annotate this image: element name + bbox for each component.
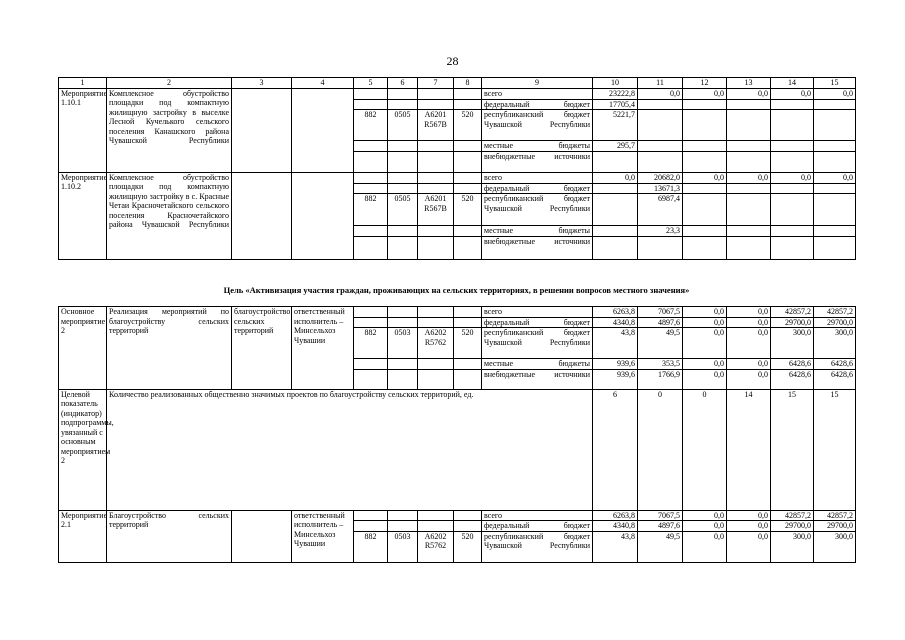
- code-cell-empty: [454, 317, 482, 328]
- amount-cell: 42857,2: [771, 510, 814, 521]
- indicator-value: 0: [638, 389, 683, 510]
- amount-cell: 295,7: [593, 141, 638, 152]
- amount-cell: 0,0: [727, 521, 771, 532]
- amount-cell: 6428,6: [814, 359, 856, 370]
- code-cell-empty: [454, 521, 482, 532]
- amount-cell: 939,6: [593, 369, 638, 389]
- table-row: [59, 510, 856, 521]
- amount-cell: 20682,0: [638, 172, 683, 183]
- target-article-code: А6201 R567В: [418, 110, 454, 141]
- amount-cell: 0,0: [727, 359, 771, 370]
- funding-source: федеральный бюджет: [482, 317, 593, 328]
- expected-result: [232, 88, 292, 172]
- code-cell-empty: [388, 236, 418, 259]
- amount-cell: [683, 99, 727, 110]
- code-cell-empty: [354, 88, 388, 99]
- grbs-code: 882: [354, 110, 388, 141]
- amount-cell: [593, 226, 638, 237]
- amount-cell: [771, 110, 814, 141]
- amount-cell: [771, 226, 814, 237]
- amount-cell: [814, 194, 856, 226]
- activity-description: Реализация мероприятий по благоустройству сельских территорий: [107, 307, 232, 390]
- code-cell-empty: [354, 226, 388, 237]
- amount-cell: [814, 226, 856, 237]
- indicator-label: Целевой показатель (индикатор) подпрограммы, увязанный с основным мероприятием 2: [59, 389, 107, 510]
- code-cell-empty: [388, 359, 418, 370]
- amount-cell: 23,3: [638, 226, 683, 237]
- amount-cell: [727, 194, 771, 226]
- code-cell-empty: [354, 359, 388, 370]
- expense-type-code: 520: [454, 110, 482, 141]
- amount-cell: 0,0: [727, 328, 771, 359]
- funding-source: местные бюджеты: [482, 141, 593, 152]
- amount-cell: [771, 236, 814, 259]
- amount-cell: [727, 110, 771, 141]
- amount-cell: [814, 110, 856, 141]
- code-cell-empty: [388, 317, 418, 328]
- amount-cell: 4340,8: [593, 317, 638, 328]
- amount-cell: 29700,0: [771, 521, 814, 532]
- table-row: [59, 88, 856, 99]
- executor: ответственный исполнитель – Минсельхоз Чувашии: [292, 307, 354, 390]
- amount-cell: [683, 194, 727, 226]
- column-number: 6: [388, 78, 418, 89]
- funding-source: республиканский бюджет Чувашской Республики: [482, 110, 593, 141]
- code-cell-empty: [388, 521, 418, 532]
- amount-cell: 0,0: [771, 172, 814, 183]
- amount-cell: 42857,2: [771, 307, 814, 318]
- page-number: 28: [446, 54, 459, 68]
- amount-cell: 29700,0: [771, 317, 814, 328]
- code-cell-empty: [454, 183, 482, 194]
- amount-cell: 0,0: [683, 88, 727, 99]
- amount-cell: 0,0: [638, 88, 683, 99]
- amount-cell: 42857,2: [814, 307, 856, 318]
- code-cell-empty: [418, 317, 454, 328]
- amount-cell: 17705,4: [593, 99, 638, 110]
- amount-cell: [814, 151, 856, 172]
- code-cell-empty: [388, 99, 418, 110]
- amount-cell: [638, 151, 683, 172]
- code-cell-empty: [418, 172, 454, 183]
- code-cell-empty: [354, 369, 388, 389]
- amount-cell: 4340,8: [593, 521, 638, 532]
- amount-cell: 353,5: [638, 359, 683, 370]
- amount-cell: 0,0: [683, 317, 727, 328]
- code-cell-empty: [454, 236, 482, 259]
- amount-cell: 0,0: [727, 88, 771, 99]
- activity-description: Благоустройство сельских территорий: [107, 510, 232, 562]
- indicator-row: [59, 389, 856, 510]
- code-cell-empty: [454, 151, 482, 172]
- amount-cell: 0,0: [727, 172, 771, 183]
- code-cell-empty: [418, 151, 454, 172]
- amount-cell: [593, 151, 638, 172]
- column-number: 11: [638, 78, 683, 89]
- indicator-value: 6: [593, 389, 638, 510]
- code-cell-empty: [388, 226, 418, 237]
- funding-source: республиканский бюджет Чувашской Республики: [482, 328, 593, 359]
- amount-cell: [771, 99, 814, 110]
- code-cell-empty: [354, 521, 388, 532]
- amount-cell: [814, 99, 856, 110]
- column-number: 2: [107, 78, 232, 89]
- activity-label: Мероприятие 2.1: [59, 510, 107, 562]
- activity-description: Комплексное обустройство площадки под компактную жилищную застройку в с. Красные Четаи Красночетайского сельского поселения Красночетайского района Чувашской Республики: [107, 172, 232, 259]
- amount-cell: [727, 141, 771, 152]
- amount-cell: 0,0: [727, 307, 771, 318]
- amount-cell: [814, 236, 856, 259]
- amount-cell: 0,0: [683, 521, 727, 532]
- funding-source: местные бюджеты: [482, 226, 593, 237]
- amount-cell: [771, 141, 814, 152]
- program-table-part-1: [58, 77, 856, 260]
- code-cell-empty: [418, 359, 454, 370]
- target-article-code: А6201 R567В: [418, 194, 454, 226]
- amount-cell: 300,0: [771, 328, 814, 359]
- amount-cell: 43,8: [593, 328, 638, 359]
- code-cell-empty: [418, 521, 454, 532]
- funding-source: федеральный бюджет: [482, 99, 593, 110]
- amount-cell: 6987,4: [638, 194, 683, 226]
- amount-cell: [727, 99, 771, 110]
- code-cell-empty: [454, 172, 482, 183]
- amount-cell: 43,8: [593, 531, 638, 562]
- indicator-value: 15: [814, 389, 856, 510]
- table-row: [59, 172, 856, 183]
- funding-source: федеральный бюджет: [482, 183, 593, 194]
- funding-source: всего: [482, 307, 593, 318]
- amount-cell: 6263,8: [593, 307, 638, 318]
- funding-source: федеральный бюджет: [482, 521, 593, 532]
- funding-source: республиканский бюджет Чувашской Республики: [482, 194, 593, 226]
- amount-cell: [727, 236, 771, 259]
- amount-cell: 49,5: [638, 531, 683, 562]
- amount-cell: 300,0: [814, 328, 856, 359]
- column-number: 9: [482, 78, 593, 89]
- code-cell-empty: [354, 510, 388, 521]
- amount-cell: 939,6: [593, 359, 638, 370]
- amount-cell: 42857,2: [814, 510, 856, 521]
- amount-cell: 6263,8: [593, 510, 638, 521]
- target-article-code: А6202 R5762: [418, 531, 454, 562]
- code-cell-empty: [418, 183, 454, 194]
- indicator-value: 0: [683, 389, 727, 510]
- amount-cell: [593, 183, 638, 194]
- funding-source: внебюджетные источники: [482, 151, 593, 172]
- funding-source: внебюджетные источники: [482, 369, 593, 389]
- amount-cell: 0,0: [683, 369, 727, 389]
- expense-type-code: 520: [454, 531, 482, 562]
- indicator-value: 14: [727, 389, 771, 510]
- column-number: 5: [354, 78, 388, 89]
- expected-result: [232, 172, 292, 259]
- column-number: 8: [454, 78, 482, 89]
- executor: ответственный исполнитель – Минсельхоз Чувашии: [292, 510, 354, 562]
- amount-cell: [814, 141, 856, 152]
- code-cell-empty: [454, 226, 482, 237]
- amount-cell: 0,0: [727, 531, 771, 562]
- funding-source: всего: [482, 510, 593, 521]
- amount-cell: 0,0: [683, 510, 727, 521]
- amount-cell: [727, 183, 771, 194]
- amount-cell: 0,0: [814, 172, 856, 183]
- executor: [292, 88, 354, 172]
- amount-cell: 23222,8: [593, 88, 638, 99]
- amount-cell: 0,0: [683, 328, 727, 359]
- code-cell-empty: [454, 359, 482, 370]
- column-number: 3: [232, 78, 292, 89]
- amount-cell: [638, 110, 683, 141]
- amount-cell: 4897,6: [638, 317, 683, 328]
- amount-cell: 0,0: [727, 510, 771, 521]
- code-cell-empty: [454, 369, 482, 389]
- code-cell-empty: [388, 141, 418, 152]
- amount-cell: 0,0: [727, 317, 771, 328]
- section-code: 0503: [388, 531, 418, 562]
- amount-cell: [727, 151, 771, 172]
- column-number: 7: [418, 78, 454, 89]
- column-number: 13: [727, 78, 771, 89]
- column-number: 12: [683, 78, 727, 89]
- amount-cell: [683, 236, 727, 259]
- executor: [292, 172, 354, 259]
- code-cell-empty: [354, 307, 388, 318]
- amount-cell: 13671,3: [638, 183, 683, 194]
- amount-cell: 7067,5: [638, 510, 683, 521]
- funding-source: местные бюджеты: [482, 359, 593, 370]
- expense-type-code: 520: [454, 194, 482, 226]
- expected-result: [232, 510, 292, 562]
- amount-cell: 300,0: [814, 531, 856, 562]
- code-cell-empty: [388, 172, 418, 183]
- amount-cell: [814, 183, 856, 194]
- code-cell-empty: [418, 510, 454, 521]
- code-cell-empty: [418, 369, 454, 389]
- section-code: 0505: [388, 110, 418, 141]
- amount-cell: 7067,5: [638, 307, 683, 318]
- amount-cell: 0,0: [683, 172, 727, 183]
- amount-cell: 0,0: [593, 172, 638, 183]
- code-cell-empty: [354, 172, 388, 183]
- code-cell-empty: [388, 88, 418, 99]
- amount-cell: [683, 141, 727, 152]
- column-number: 15: [814, 78, 856, 89]
- amount-cell: 4897,6: [638, 521, 683, 532]
- amount-cell: 49,5: [638, 328, 683, 359]
- activity-label: Мероприятие 1.10.2: [59, 172, 107, 259]
- grbs-code: 882: [354, 328, 388, 359]
- expense-type-code: 520: [454, 328, 482, 359]
- code-cell-empty: [388, 183, 418, 194]
- code-cell-empty: [454, 99, 482, 110]
- code-cell-empty: [388, 307, 418, 318]
- amount-cell: 0,0: [683, 531, 727, 562]
- amount-cell: [727, 226, 771, 237]
- code-cell-empty: [418, 99, 454, 110]
- column-number: 14: [771, 78, 814, 89]
- code-cell-empty: [418, 236, 454, 259]
- activity-description: Комплексное обустройство площадки под компактную жилищную застройку в выселке Лесной Кучелького сельского поселения Канашского района Чувашской Республики: [107, 88, 232, 172]
- amount-cell: [683, 151, 727, 172]
- amount-cell: 6428,6: [771, 359, 814, 370]
- code-cell-empty: [454, 141, 482, 152]
- amount-cell: 6428,6: [814, 369, 856, 389]
- section-code: 0505: [388, 194, 418, 226]
- code-cell-empty: [354, 151, 388, 172]
- code-cell-empty: [418, 226, 454, 237]
- amount-cell: [638, 236, 683, 259]
- target-article-code: А6202 R5762: [418, 328, 454, 359]
- table-row: [59, 307, 856, 318]
- amount-cell: [771, 194, 814, 226]
- section-code: 0503: [388, 328, 418, 359]
- code-cell-empty: [388, 151, 418, 172]
- indicator-description: Количество реализованных общественно значимых проектов по благоустройству сельских территорий, ед.: [107, 389, 593, 510]
- amount-cell: [593, 194, 638, 226]
- amount-cell: 0,0: [683, 359, 727, 370]
- code-cell-empty: [454, 510, 482, 521]
- amount-cell: 29700,0: [814, 317, 856, 328]
- code-cell-empty: [418, 141, 454, 152]
- code-cell-empty: [388, 510, 418, 521]
- amount-cell: [683, 110, 727, 141]
- amount-cell: [683, 226, 727, 237]
- amount-cell: 300,0: [771, 531, 814, 562]
- expected-result: благоустройство сельских территорий: [232, 307, 292, 390]
- code-cell-empty: [418, 307, 454, 318]
- amount-cell: [593, 236, 638, 259]
- amount-cell: 5221,7: [593, 110, 638, 141]
- amount-cell: [771, 183, 814, 194]
- column-number: 1: [59, 78, 107, 89]
- column-number: 4: [292, 78, 354, 89]
- funding-source: всего: [482, 88, 593, 99]
- code-cell-empty: [454, 88, 482, 99]
- code-cell-empty: [354, 141, 388, 152]
- code-cell-empty: [418, 88, 454, 99]
- column-number-row: [59, 78, 856, 89]
- amount-cell: 0,0: [771, 88, 814, 99]
- program-table-part-2: [58, 306, 856, 563]
- amount-cell: [683, 183, 727, 194]
- grbs-code: 882: [354, 531, 388, 562]
- funding-source: республиканский бюджет Чувашской Республики: [482, 531, 593, 562]
- grbs-code: 882: [354, 194, 388, 226]
- amount-cell: 6428,6: [771, 369, 814, 389]
- funding-source: всего: [482, 172, 593, 183]
- funding-source: внебюджетные источники: [482, 236, 593, 259]
- amount-cell: 0,0: [683, 307, 727, 318]
- amount-cell: [771, 151, 814, 172]
- amount-cell: 0,0: [727, 369, 771, 389]
- code-cell-empty: [454, 307, 482, 318]
- code-cell-empty: [354, 99, 388, 110]
- goal-heading: Цель «Активизация участия граждан, проживающих на сельских территориях, в решении вопросов местного значения»: [223, 285, 690, 295]
- amount-cell: [638, 141, 683, 152]
- amount-cell: 0,0: [814, 88, 856, 99]
- amount-cell: 1766,9: [638, 369, 683, 389]
- code-cell-empty: [354, 183, 388, 194]
- activity-label: Основное мероприятие 2: [59, 307, 107, 390]
- code-cell-empty: [354, 236, 388, 259]
- code-cell-empty: [354, 317, 388, 328]
- code-cell-empty: [388, 369, 418, 389]
- column-number: 10: [593, 78, 638, 89]
- amount-cell: 29700,0: [814, 521, 856, 532]
- activity-label: Мероприятие 1.10.1: [59, 88, 107, 172]
- indicator-value: 15: [771, 389, 814, 510]
- amount-cell: [638, 99, 683, 110]
